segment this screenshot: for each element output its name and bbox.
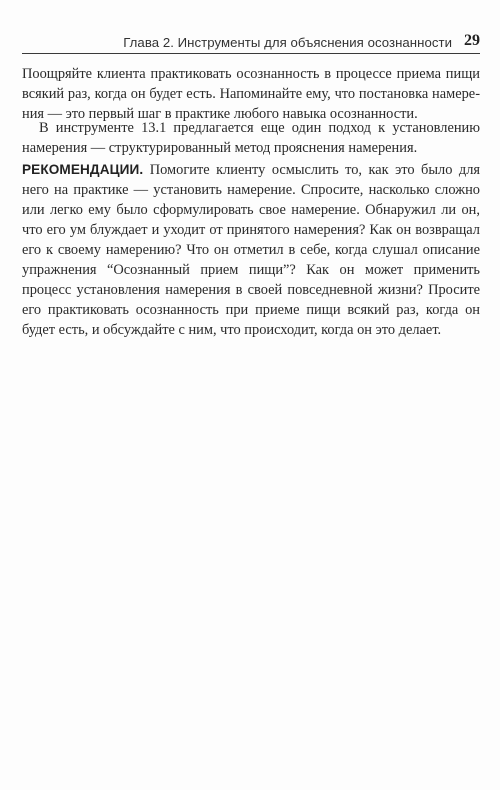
paragraph-text: В инструменте 13.1 предлагается еще один подход к установлению намерения — структурированный метод прояснения намерения. bbox=[22, 120, 480, 156]
paragraph-practice-encouragement bbox=[22, 64, 480, 124]
recommendations-heading: РЕКОМЕНДАЦИИ. bbox=[22, 162, 144, 177]
chapter-title: Глава 2. Инструменты для объяснения осознанности bbox=[123, 35, 452, 50]
running-header bbox=[22, 28, 480, 54]
paragraph-recommendations bbox=[22, 160, 480, 340]
paragraph-text: Помогите клиенту осмыслить то, как это было для него на практике — установить намерение. Спросите, насколько сложно или легко ему было сформулировать свое намерение. Обнаружил ли он, что его ум блуждает и уходит от принятого намерения? Как он возвращал его к своему намерению? Что он отметил в себе, когда слушал описание упражнения “Осознанный прием пищи”? Как он может применить процесс установления намерения в своей повседневной жизни? Просите его практиковать осознанность при приеме пищи всякий раз, когда он будет есть, и обсуждайте с ним, что происходит, когда он это делает. bbox=[22, 162, 480, 338]
page-number: 29 bbox=[464, 32, 480, 49]
paragraph-tool-reference bbox=[22, 118, 480, 158]
paragraph-text: Поощряйте клиента практиковать осознанность в процессе приема пищи всякий раз, когда он будет есть. Напоминайте ему, что постановка намерения — это первый шаг в практике любого навыка осознанности. bbox=[22, 66, 480, 122]
